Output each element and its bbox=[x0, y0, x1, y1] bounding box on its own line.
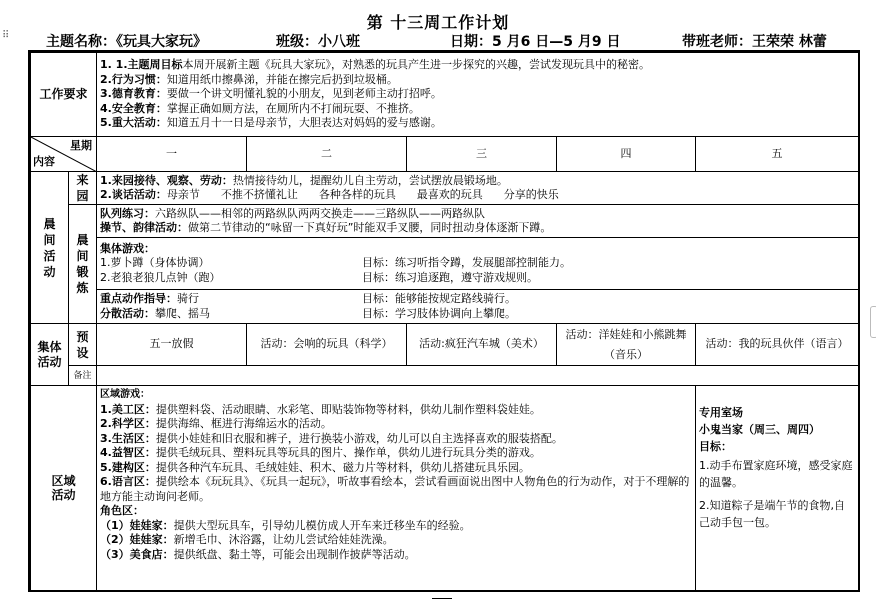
morning-activity-label: 晨间活动 bbox=[31, 172, 69, 324]
plan-table-frame bbox=[28, 50, 860, 592]
area-item: 5.建构区：提供各种汽车玩具、毛绒娃娃、积木、磁力片等材料，供幼儿搭建玩具乐园。 bbox=[100, 460, 530, 474]
diagonal-header-cell bbox=[31, 137, 97, 172]
requirement-line: 4.安全教育：掌握正确如厕方法，在厕所内不打闹玩耍、不推挤。 bbox=[100, 101, 420, 115]
weekday-header-row bbox=[31, 137, 859, 172]
note-content bbox=[97, 366, 859, 386]
area-item: 3.生活区：提供小娃娃和旧衣服和裤子，进行换装小游戏，幼儿可以自主选择喜欢的服装搭配。 bbox=[100, 431, 563, 445]
plan-label: 预设 bbox=[69, 324, 97, 366]
requirement-line: 2.行为习惯：知道用纸巾擦鼻涕，并能在擦完后扔到垃圾桶。 bbox=[100, 72, 398, 86]
note-label: 备注 bbox=[69, 366, 97, 386]
diag-bottom-label: 内容 bbox=[33, 154, 55, 168]
arrival-label: 来园 bbox=[69, 172, 97, 205]
area-item: 6.语言区：提供绘本《玩玩具》、《玩具一起玩》，听故事看绘本，尝试看画面说出图中人物角色的行为动作，对于不理解的地方能主动询问老师。 bbox=[100, 475, 690, 503]
day-thu: 四 bbox=[557, 137, 696, 172]
requirement-line: 1. 1.主题周目标本周开展新主题《玩具大家玩》，对熟悉的玩具产生进一步探究的兴趣，尝试发现玩具中的秘密。 bbox=[100, 58, 651, 72]
page-title: 第 十三周工作计划 bbox=[366, 13, 510, 32]
collective-note-row bbox=[31, 366, 859, 386]
plan-table bbox=[30, 52, 859, 591]
area-activity-label: 区域活动 bbox=[31, 386, 97, 591]
role-item: （1）娃娃家：提供大型玩具车，引导幼儿模仿成人开车来迁移坐车的经验。 bbox=[100, 518, 471, 532]
teacher-names: 带班老师：王荣荣 林蕾 bbox=[682, 34, 827, 50]
role-item: （2）娃娃家：新增毛巾、沐浴露，让幼儿尝试给娃娃洗澡。 bbox=[100, 533, 394, 546]
diag-top-label: 星期 bbox=[70, 139, 93, 152]
group-games-content: 集体游戏： 1.萝卜蹲（身体协调） 目标：练习听指令蹲，发展腿部控制能力。 2.老狼老狼几点钟（跑） 目标：练习追逐跑，遵守游戏规则。 bbox=[97, 238, 859, 290]
special-room-content: 专用室场 小鬼当家（周三、周四） 目标： 1.动手布置家庭环境，感受家庭的温馨。 2.知道粽子是端午节的食物,自己动手包一包。 bbox=[696, 386, 859, 591]
exercise-drill-content: 队列练习：六路纵队——相邻的两路纵队两两交换走——三路纵队——两路纵队 操节、韵律活动：做第二节律动的“咏留一下真好玩”时能双手叉腰，同时扭动身体逐渐下蹲。 bbox=[97, 205, 859, 238]
area-item: 1.美工区：提供塑料袋、活动眼睛、水彩笔、即贴装饰物等材料，供幼儿制作塑料袋娃娃。 bbox=[100, 402, 541, 416]
arrival-content: 1.来园接待、观察、劳动：热情接待幼儿，提醒幼儿自主劳动，尝试摆放晨锻场地。 2.谈话活动：母亲节 不推不挤懂礼让 各种各样的玩具 最喜欢的玩具 分享的快乐 bbox=[97, 172, 859, 205]
collective-thu: 活动：洋娃娃和小熊跳舞（音乐） bbox=[557, 324, 696, 366]
exercise-label: 晨间锻炼 bbox=[69, 205, 97, 324]
collective-label: 集体活动 bbox=[31, 324, 69, 386]
collective-wed: 活动:疯狂汽车城（美术） bbox=[407, 324, 557, 366]
area-item: 4.益智区：提供毛绒玩具、塑料玩具等玩具的图片、操作单，供幼儿进行玩具分类的游戏。 bbox=[100, 446, 541, 459]
scroll-handle[interactable] bbox=[870, 306, 876, 338]
work-requirements-row bbox=[31, 53, 859, 137]
area-item: 2.科学区：提供海绵、框进行海绵运水的活动。 bbox=[100, 417, 332, 430]
role-item: （3）美食店：提供纸盘、黏土等，可能会出现制作披萨等活动。 bbox=[100, 547, 416, 561]
date-range: 日期：5 月6 日—5 月9 日 bbox=[450, 34, 621, 50]
arrival-row bbox=[31, 172, 859, 205]
page-break-marker bbox=[432, 598, 452, 602]
layout-icon[interactable]: ⠿ bbox=[2, 30, 10, 41]
focus-action-content: 重点动作指导：骑行 目标：能够能按规定路线骑行。 分散活动：攀爬、摇马 目标：学习肢体协调向上攀爬。 bbox=[97, 290, 859, 324]
focus-action-row bbox=[31, 290, 859, 324]
area-activity-row bbox=[31, 386, 859, 591]
requirement-line: 5.重大活动：知道五月十一日是母亲节，大胆表达对妈妈的爱与感谢。 bbox=[100, 116, 442, 130]
collective-tue: 活动：会响的玩具（科学） bbox=[247, 324, 407, 366]
collective-mon: 五一放假 bbox=[97, 324, 247, 366]
theme-name: 主题名称：《玩具大家玩》 bbox=[46, 34, 207, 50]
requirement-line: 3.德育教育：要做一个讲文明懂礼貌的小朋友，见到老师主动打招呼。 bbox=[100, 87, 442, 101]
collective-plan-row bbox=[31, 324, 859, 366]
day-fri: 五 bbox=[696, 137, 859, 172]
collective-fri: 活动：我的玩具伙伴（语言） bbox=[696, 324, 859, 366]
class-name: 班级：小八班 bbox=[276, 34, 360, 50]
group-games-row bbox=[31, 238, 859, 290]
day-tue: 二 bbox=[247, 137, 407, 172]
exercise-drill-row bbox=[31, 205, 859, 238]
day-mon: 一 bbox=[97, 137, 247, 172]
area-games-content: 区域游戏： 1.美工区：提供塑料袋、活动眼睛、水彩笔、即贴装饰物等材料，供幼儿制作塑料袋娃娃。 2.科学区：提供海绵、框进行海绵运水的活动。 3.生活区：提供小娃娃和旧衣服和裤子，进行换装小游戏，幼儿可以自主选择喜欢的服装搭配。 4.益智区：提供毛绒玩具、塑料玩具等玩具的图片、操作单，供幼儿进行玩具分类的游戏。 5.建构区：提供各种汽车玩具、毛绒娃娃、积木、磁力片等材料，供幼儿搭建玩具乐园。 6.语言区：提供绘本《玩玩具》、《玩具一起玩》，听故事看绘本，尝试看画面说出图中人物角色的行为动作，对于不理解的地方能主动询问老师。 角色区： （1）娃娃家：提供大型玩具车，引导幼儿模仿成人开车来迁移坐车的经验。 （2）娃娃家：新增毛巾、沐浴露，让幼儿尝试给娃娃洗澡。 （3）美食店：提供纸盘、黏土等，可能会出现制作披萨等活动。 bbox=[97, 386, 696, 591]
day-wed: 三 bbox=[407, 137, 557, 172]
work-requirements-content bbox=[97, 53, 859, 137]
work-requirements-label: 工作要求 bbox=[31, 53, 97, 137]
